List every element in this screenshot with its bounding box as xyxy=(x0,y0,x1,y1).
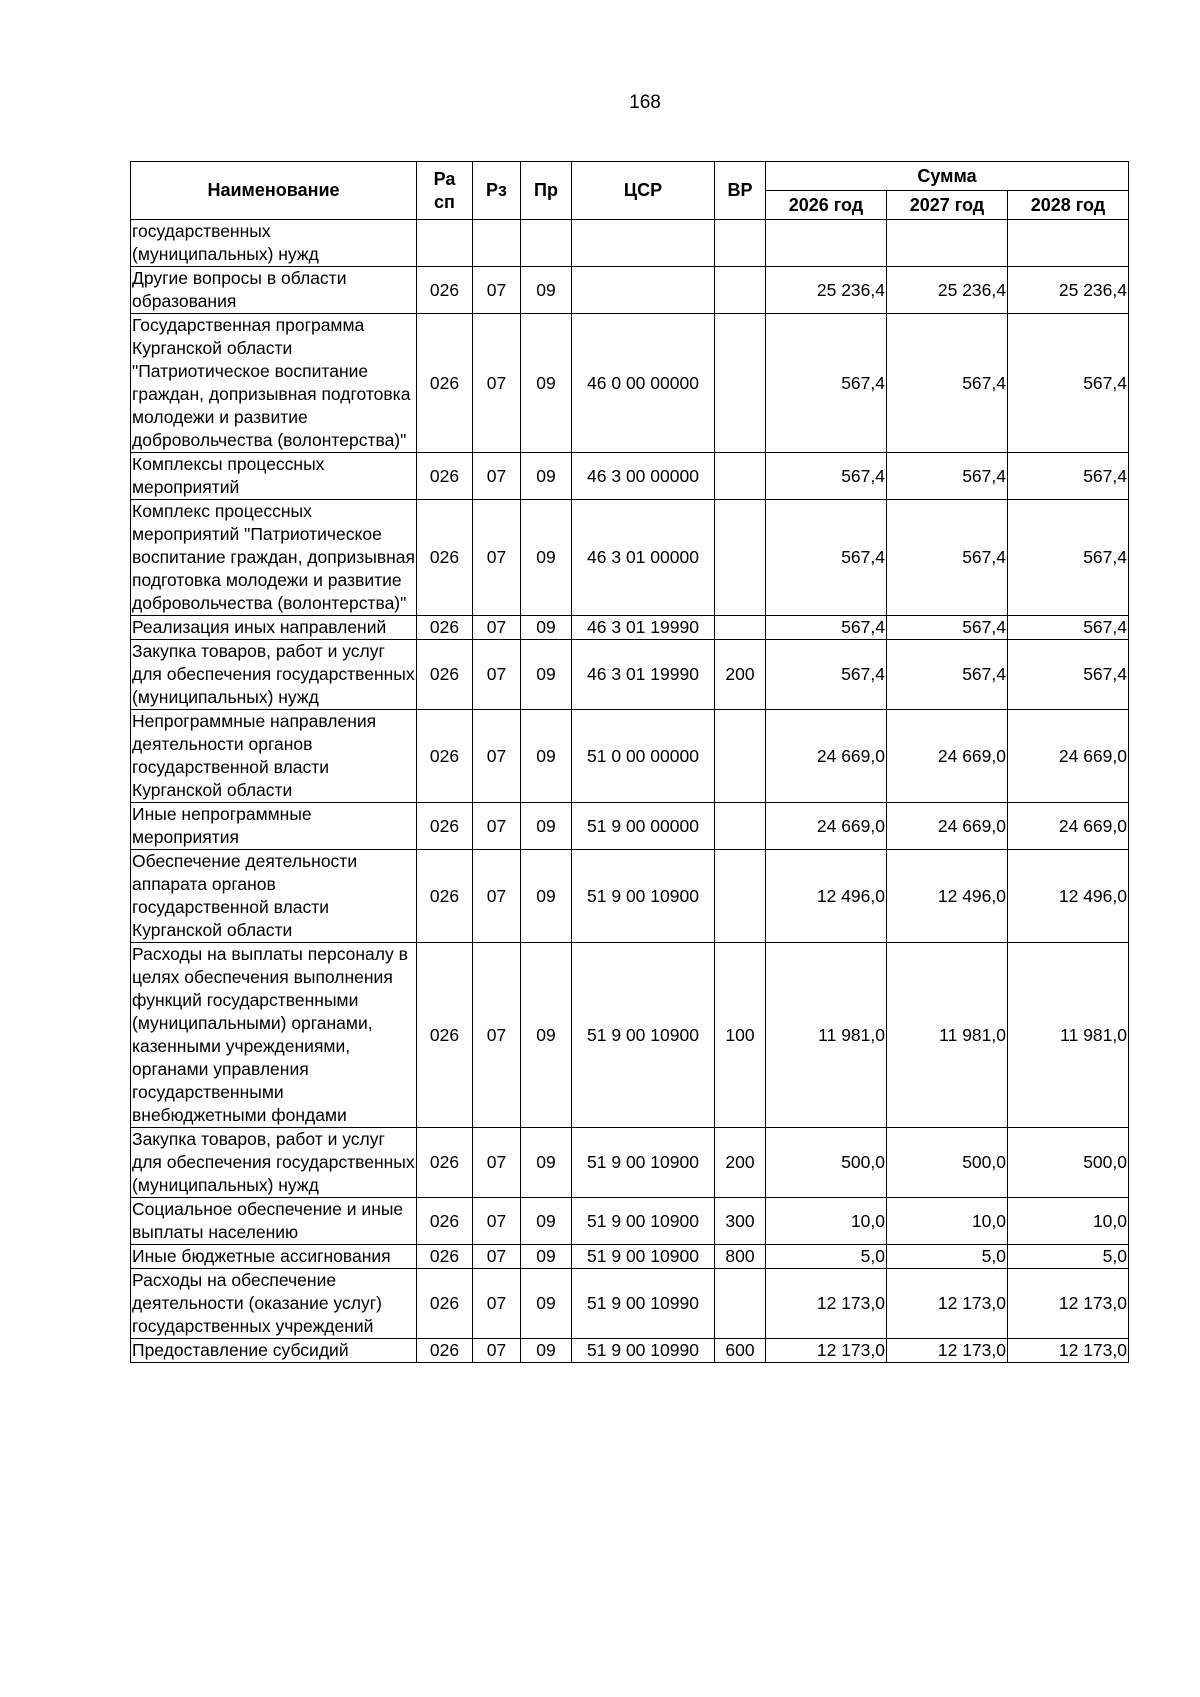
cell-csr: 51 9 00 10900 xyxy=(572,1198,715,1245)
cell-csr: 46 0 00 00000 xyxy=(572,314,715,453)
cell-sum-2028: 10,0 xyxy=(1008,1198,1129,1245)
cell-sum-2027: 12 173,0 xyxy=(887,1269,1008,1339)
cell-pr: 09 xyxy=(521,943,572,1128)
cell-vr: 200 xyxy=(715,640,766,710)
cell-sum-2028: 12 173,0 xyxy=(1008,1269,1129,1339)
cell-csr: 51 9 00 10990 xyxy=(572,1339,715,1363)
cell-csr xyxy=(572,220,715,267)
cell-csr: 46 3 01 00000 xyxy=(572,500,715,616)
cell-sum-2027: 12 496,0 xyxy=(887,850,1008,943)
cell-csr xyxy=(572,267,715,314)
cell-name: Расходы на выплаты персоналу в целях обеспечения выполнения функций государственными (муниципальными) органами, казенными учреждениями, органами управления государственными внебюджетными фондами xyxy=(131,943,417,1128)
cell-vr xyxy=(715,850,766,943)
cell-vr xyxy=(715,1269,766,1339)
cell-pr: 09 xyxy=(521,1339,572,1363)
page-number: 168 xyxy=(629,92,661,113)
cell-sum-2026: 567,4 xyxy=(766,314,887,453)
cell-sum-2028 xyxy=(1008,220,1129,267)
cell-sum-2026: 24 669,0 xyxy=(766,803,887,850)
cell-vr xyxy=(715,616,766,640)
cell-rasp: 026 xyxy=(417,1128,473,1198)
cell-sum-2026: 567,4 xyxy=(766,640,887,710)
cell-sum-2026: 567,4 xyxy=(766,500,887,616)
cell-name: Комплексы процессных мероприятий xyxy=(131,453,417,500)
header-csr: ЦСР xyxy=(572,162,715,220)
table-row xyxy=(131,1269,1129,1339)
table-row xyxy=(131,1198,1129,1245)
cell-pr: 09 xyxy=(521,267,572,314)
cell-sum-2028: 567,4 xyxy=(1008,616,1129,640)
table-row xyxy=(131,616,1129,640)
cell-sum-2028: 25 236,4 xyxy=(1008,267,1129,314)
cell-sum-2027: 10,0 xyxy=(887,1198,1008,1245)
cell-csr: 51 9 00 10990 xyxy=(572,1269,715,1339)
table-row xyxy=(131,943,1129,1128)
cell-rasp: 026 xyxy=(417,803,473,850)
cell-sum-2027 xyxy=(887,220,1008,267)
cell-csr: 51 9 00 00000 xyxy=(572,803,715,850)
cell-rasp: 026 xyxy=(417,267,473,314)
table-row xyxy=(131,850,1129,943)
table-row xyxy=(131,220,1129,267)
cell-sum-2026: 567,4 xyxy=(766,616,887,640)
table-row xyxy=(131,1245,1129,1269)
cell-rz: 07 xyxy=(473,500,521,616)
cell-name: Закупка товаров, работ и услуг для обеспечения государственных (муниципальных) нужд xyxy=(131,1128,417,1198)
cell-sum-2026: 11 981,0 xyxy=(766,943,887,1128)
cell-vr: 800 xyxy=(715,1245,766,1269)
cell-vr xyxy=(715,267,766,314)
cell-sum-2027: 567,4 xyxy=(887,500,1008,616)
cell-rz: 07 xyxy=(473,314,521,453)
cell-name: Предоставление субсидий xyxy=(131,1339,417,1363)
cell-rz: 07 xyxy=(473,850,521,943)
cell-pr: 09 xyxy=(521,1269,572,1339)
cell-sum-2026: 5,0 xyxy=(766,1245,887,1269)
cell-vr xyxy=(715,500,766,616)
header-rasp-line1: Ра xyxy=(433,168,456,189)
cell-csr: 46 3 00 00000 xyxy=(572,453,715,500)
cell-rasp: 026 xyxy=(417,943,473,1128)
cell-vr xyxy=(715,710,766,803)
table-row xyxy=(131,640,1129,710)
cell-sum-2027: 24 669,0 xyxy=(887,710,1008,803)
cell-rasp: 026 xyxy=(417,1198,473,1245)
header-sum: Сумма xyxy=(766,162,1129,191)
cell-sum-2026: 24 669,0 xyxy=(766,710,887,803)
cell-name: Закупка товаров, работ и услуг для обеспечения государственных (муниципальных) нужд xyxy=(131,640,417,710)
cell-sum-2026: 10,0 xyxy=(766,1198,887,1245)
table-header xyxy=(131,162,1129,220)
cell-pr: 09 xyxy=(521,616,572,640)
cell-sum-2028: 500,0 xyxy=(1008,1128,1129,1198)
table-row xyxy=(131,710,1129,803)
cell-pr: 09 xyxy=(521,314,572,453)
cell-rz xyxy=(473,220,521,267)
cell-vr: 600 xyxy=(715,1339,766,1363)
budget-table xyxy=(130,161,1129,1363)
cell-name: Иные бюджетные ассигнования xyxy=(131,1245,417,1269)
header-vr: ВР xyxy=(715,162,766,220)
header-rasp-line2: сп xyxy=(434,191,455,212)
cell-rz: 07 xyxy=(473,803,521,850)
cell-csr: 51 9 00 10900 xyxy=(572,1245,715,1269)
cell-name: Обеспечение деятельности аппарата органов государственной власти Курганской области xyxy=(131,850,417,943)
table-row xyxy=(131,1128,1129,1198)
cell-sum-2028: 567,4 xyxy=(1008,500,1129,616)
cell-sum-2028: 24 669,0 xyxy=(1008,710,1129,803)
cell-pr: 09 xyxy=(521,453,572,500)
cell-name: Другие вопросы в области образования xyxy=(131,267,417,314)
cell-rz: 07 xyxy=(473,616,521,640)
cell-sum-2028: 567,4 xyxy=(1008,314,1129,453)
cell-pr: 09 xyxy=(521,850,572,943)
cell-vr: 100 xyxy=(715,943,766,1128)
cell-rz: 07 xyxy=(473,640,521,710)
cell-sum-2027: 24 669,0 xyxy=(887,803,1008,850)
cell-sum-2027: 500,0 xyxy=(887,1128,1008,1198)
cell-sum-2027: 567,4 xyxy=(887,616,1008,640)
cell-pr: 09 xyxy=(521,500,572,616)
cell-rz: 07 xyxy=(473,453,521,500)
cell-sum-2028: 12 173,0 xyxy=(1008,1339,1129,1363)
cell-pr: 09 xyxy=(521,1128,572,1198)
table-row xyxy=(131,500,1129,616)
cell-rasp: 026 xyxy=(417,1245,473,1269)
table-body xyxy=(131,220,1129,1363)
header-name: Наименование xyxy=(131,162,417,220)
cell-sum-2028: 11 981,0 xyxy=(1008,943,1129,1128)
cell-name: Комплекс процессных мероприятий "Патриотическое воспитание граждан, допризывная подготовка молодежи и развитие добровольчества (волонтерства)" xyxy=(131,500,417,616)
table-row xyxy=(131,803,1129,850)
cell-sum-2028: 24 669,0 xyxy=(1008,803,1129,850)
cell-rasp: 026 xyxy=(417,1269,473,1339)
header-year-2028: 2028 год xyxy=(1008,191,1129,220)
cell-vr xyxy=(715,314,766,453)
cell-vr xyxy=(715,453,766,500)
cell-rz: 07 xyxy=(473,267,521,314)
cell-pr: 09 xyxy=(521,710,572,803)
cell-sum-2027: 25 236,4 xyxy=(887,267,1008,314)
cell-rz: 07 xyxy=(473,943,521,1128)
cell-rasp: 026 xyxy=(417,640,473,710)
cell-sum-2026: 12 173,0 xyxy=(766,1269,887,1339)
header-year-2027: 2027 год xyxy=(887,191,1008,220)
cell-rasp: 026 xyxy=(417,850,473,943)
cell-pr: 09 xyxy=(521,1198,572,1245)
cell-sum-2026: 12 496,0 xyxy=(766,850,887,943)
cell-vr: 200 xyxy=(715,1128,766,1198)
cell-csr: 51 0 00 00000 xyxy=(572,710,715,803)
cell-vr xyxy=(715,220,766,267)
table-row xyxy=(131,1339,1129,1363)
header-pr: Пр xyxy=(521,162,572,220)
cell-rz: 07 xyxy=(473,1198,521,1245)
cell-vr xyxy=(715,803,766,850)
cell-sum-2027: 567,4 xyxy=(887,640,1008,710)
cell-rz: 07 xyxy=(473,1339,521,1363)
cell-sum-2027: 567,4 xyxy=(887,453,1008,500)
cell-name: Социальное обеспечение и иные выплаты населению xyxy=(131,1198,417,1245)
cell-sum-2026: 25 236,4 xyxy=(766,267,887,314)
cell-rz: 07 xyxy=(473,1128,521,1198)
cell-rasp: 026 xyxy=(417,314,473,453)
cell-csr: 51 9 00 10900 xyxy=(572,850,715,943)
cell-sum-2026: 567,4 xyxy=(766,453,887,500)
cell-vr: 300 xyxy=(715,1198,766,1245)
cell-pr: 09 xyxy=(521,803,572,850)
cell-csr: 46 3 01 19990 xyxy=(572,640,715,710)
cell-sum-2027: 12 173,0 xyxy=(887,1339,1008,1363)
cell-name: Реализация иных направлений xyxy=(131,616,417,640)
cell-csr: 51 9 00 10900 xyxy=(572,943,715,1128)
header-year-2026: 2026 год xyxy=(766,191,887,220)
cell-name: Расходы на обеспечение деятельности (оказание услуг) государственных учреждений xyxy=(131,1269,417,1339)
cell-sum-2026 xyxy=(766,220,887,267)
cell-rasp: 026 xyxy=(417,710,473,803)
table-row xyxy=(131,267,1129,314)
cell-name: государственных (муниципальных) нужд xyxy=(131,220,417,267)
table-row xyxy=(131,314,1129,453)
cell-sum-2026: 12 173,0 xyxy=(766,1339,887,1363)
cell-sum-2028: 567,4 xyxy=(1008,640,1129,710)
cell-sum-2027: 567,4 xyxy=(887,314,1008,453)
cell-sum-2027: 5,0 xyxy=(887,1245,1008,1269)
cell-rasp: 026 xyxy=(417,453,473,500)
cell-sum-2028: 567,4 xyxy=(1008,453,1129,500)
cell-csr: 51 9 00 10900 xyxy=(572,1128,715,1198)
cell-pr: 09 xyxy=(521,640,572,710)
cell-sum-2027: 11 981,0 xyxy=(887,943,1008,1128)
cell-rz: 07 xyxy=(473,710,521,803)
cell-pr xyxy=(521,220,572,267)
cell-rz: 07 xyxy=(473,1245,521,1269)
header-rasp xyxy=(417,162,473,220)
cell-csr: 46 3 01 19990 xyxy=(572,616,715,640)
cell-rasp: 026 xyxy=(417,1339,473,1363)
cell-sum-2026: 500,0 xyxy=(766,1128,887,1198)
cell-rasp xyxy=(417,220,473,267)
cell-name: Непрограммные направления деятельности органов государственной власти Курганской области xyxy=(131,710,417,803)
cell-pr: 09 xyxy=(521,1245,572,1269)
header-rz: Рз xyxy=(473,162,521,220)
cell-sum-2028: 12 496,0 xyxy=(1008,850,1129,943)
table-row xyxy=(131,453,1129,500)
cell-name: Иные непрограммные мероприятия xyxy=(131,803,417,850)
cell-rasp: 026 xyxy=(417,500,473,616)
cell-rasp: 026 xyxy=(417,616,473,640)
cell-sum-2028: 5,0 xyxy=(1008,1245,1129,1269)
cell-rz: 07 xyxy=(473,1269,521,1339)
cell-name: Государственная программа Курганской области "Патриотическое воспитание граждан, допризывная подготовка молодежи и развитие добровольчества (волонтерства)" xyxy=(131,314,417,453)
